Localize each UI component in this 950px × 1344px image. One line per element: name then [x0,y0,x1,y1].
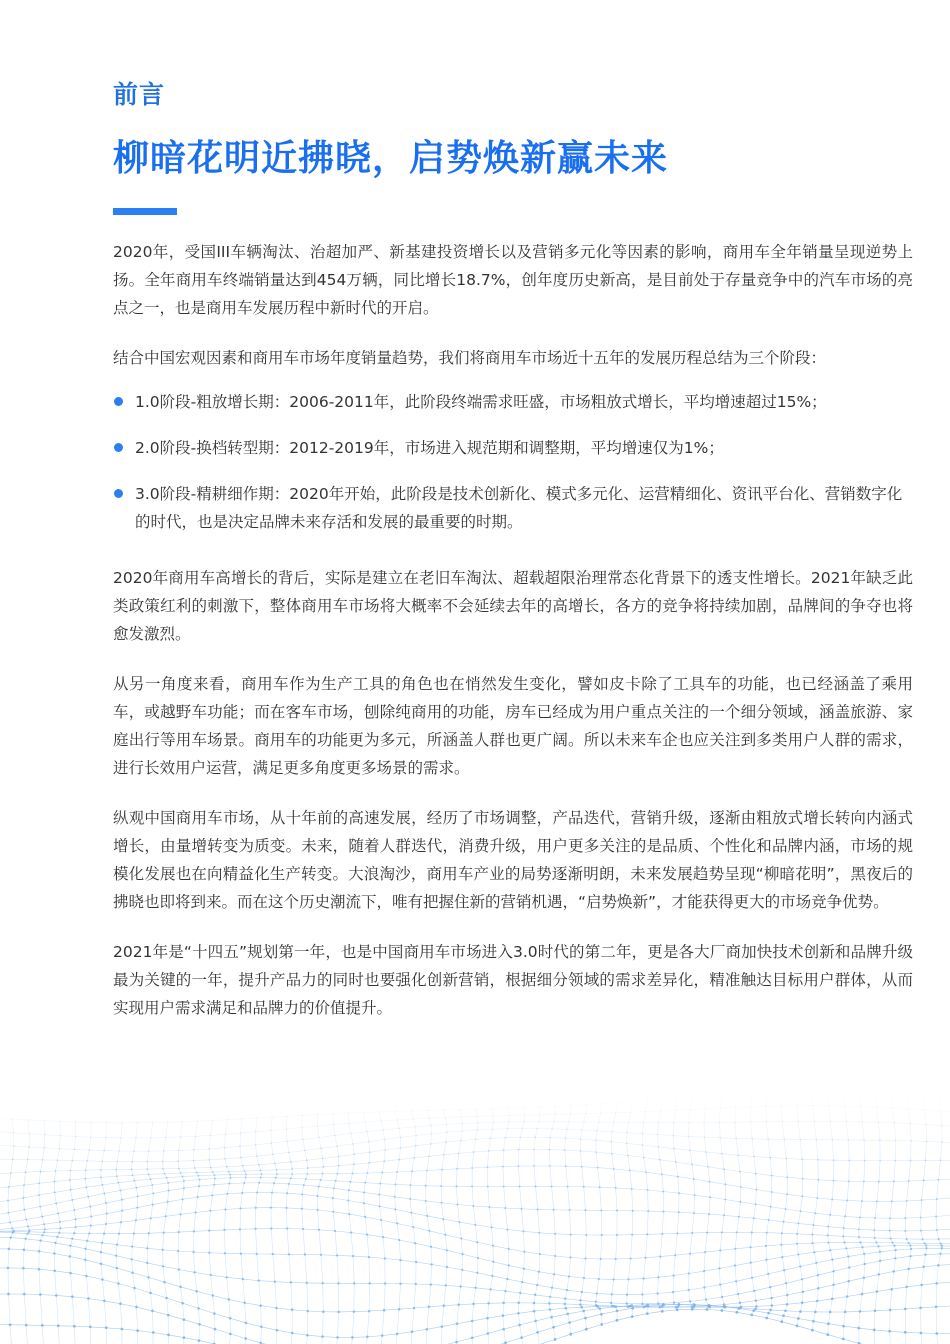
paragraph: 2021年是“十四五”规划第一年，也是中国商用车市场进入3.0时代的第二年，更是各大厂商加快技术创新和品牌升级最为关键的一年，提升产品力的同时也要强化创新营销，根据细分领域的需求差异化，精准触达目标用户群体，从而实现用户需求满足和品牌力的价值提升。 [113,943,913,1017]
stage-list [113,388,913,536]
list-item [113,480,913,536]
list-item [113,434,913,462]
paragraph: 纵观中国商用车市场，从十年前的高速发展，经历了市场调整，产品迭代，营销升级，逐渐由粗放式增长转向内涵式增长，由量增转变为质变。未来，随着人群迭代，消费升级，用户更多关注的是品质、个性化和品牌内涵，市场的规模化发展也在向精益化生产转变。大浪淘沙，商用车产业的局势逐渐明朗，未来发展趋势呈现“柳暗花明”，黑夜后的拂晓也即将到来。而在这个历史潮流下，唯有把握住新的营销机遇，“启势焕新”，才能获得更大的市场竞争优势。 [113,809,913,911]
bullet-dot-icon [114,443,123,452]
page-header [113,75,913,183]
list-item [113,388,913,416]
paragraph: 2020年商用车高增长的背后，实际是建立在老旧车淘汰、超载超限治理常态化背景下的透支性增长。2021年缺乏此类政策红利的刺激下，整体商用车市场将大概率不会延续去年的高增长，各方的竞争将持续加剧，品牌间的争夺也将愈发激烈。 [113,569,913,643]
section-label: 前言 [113,80,166,109]
list-item-text: 3.0阶段-精耕细作期：2020年开始，此阶段是技术创新化、模式多元化、运营精细化、资讯平台化、营销数字化的时代，也是决定品牌未来存活和发展的最重要的时期。 [135,485,903,531]
list-item-text: 2.0阶段-换档转型期：2012-2019年，市场进入规范期和调整期，平均增速仅为1%； [135,439,724,457]
wave-mesh-decoration [0,1090,950,1344]
paragraph: 2020年，受国III车辆淘汰、治超加严、新基建投资增长以及营销多元化等因素的影响，商用车全年销量呈现逆势上扬。全年商用车终端销量达到454万辆，同比增长18.7%，创年度历史新高，是目前处于存量竞争中的汽车市场的亮点之一，也是商用车发展历程中新时代的开启。 [113,243,913,317]
list-item-text: 1.0阶段-粗放增长期：2006-2011年，此阶段终端需求旺盛，市场粗放式增长，平均增速超过15%； [135,393,827,411]
paragraph: 结合中国宏观因素和商用车市场年度销量趋势，我们将商用车市场近十五年的发展历程总结为三个阶段： [113,349,827,367]
title-underline-bar [113,208,177,215]
body-content [113,238,913,1044]
bullet-dot-icon [114,489,123,498]
page-title: 柳暗花明近拂晓，启势焕新赢未来 [113,138,669,179]
paragraph: 从另一角度来看，商用车作为生产工具的角色也在悄然发生变化，譬如皮卡除了工具车的功能，也已经涵盖了乘用车，或越野车功能；而在客车市场，刨除纯商用的功能，房车已经成为用户重点关注的一个细分领域，涵盖旅游、家庭出行等用车场景。商用车的功能更为多元，所涵盖人群也更广阔。所以未来车企也应关注到多类用户人群的需求，进行长效用户运营，满足更多角度更多场景的需求。 [113,675,913,777]
bullet-dot-icon [114,397,123,406]
